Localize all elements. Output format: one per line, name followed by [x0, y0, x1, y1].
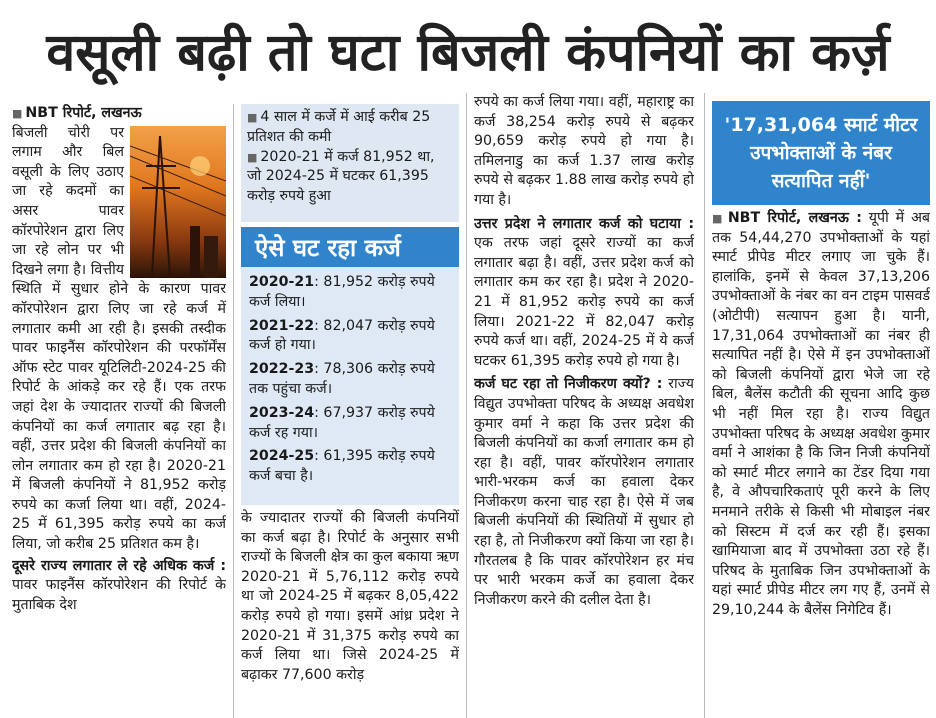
- paragraph: एक तरफ जहां दूसरे राज्यों का कर्ज लगातार बढ़ा है। वहीं, उत्तर प्रदेश कर्ज को लगातार कम कर रहा है। प्रदेश ने 2020-21 में 81,952 करोड़ रुपये का कर्ज लिया। 2021-22 में 82,047 करोड़ रुपये कर्ज था। वहीं, 2024-25 में ये कर्ज घटकर 61,395 करोड़ रुपये हो गया है।: [474, 235, 694, 369]
- square-bullet-icon: ■: [247, 111, 258, 124]
- list-item: 2023-24: 67,937 करोड़ रुपये कर्ज रह गया।: [249, 404, 435, 441]
- paragraph: रुपये का कर्ज लिया गया। वहीं, महाराष्ट्र का कर्ज 38,254 करोड़ रुपये से बढ़कर 90,659 करोड़ रुपये हो गया है। तमिलनाडु का कर्ज 1.37 लाख करोड़ रुपये से बढ़कर 1.88 लाख करोड़ रुपये हो गया है।: [474, 94, 694, 208]
- paragraph: राज्य विद्युत उपभोक्ता परिषद के अध्यक्ष अवधेश कुमार वर्मा ने कहा कि उत्तर प्रदेश की बिजली कंपनियों का कर्जा लगातार कम हो रहा है। वहीं, पावर कॉरपोरेशन लगातार भारी-भरकम कर्ज का हवाला देकर निजीकरण करना चाह रहा है। ऐसे में जब बिजली कंपनियों की स्थितियों में सुधार हो रहा है, तो निजीकरण क्यों किया जा रहा है। गौरतलब है कि पावर कॉरपोरेशन हर मंच पर भारी भरकम कर्जे का हवाला देकर निजीकरण करने की दलील देता है।: [474, 376, 694, 608]
- list-item: 2022-23: 78,306 करोड़ रुपये तक पहुंचा कर्ज।: [249, 361, 435, 397]
- article-column-4: [712, 209, 930, 718]
- square-bullet-icon: ■: [247, 150, 258, 164]
- column-divider: [233, 104, 234, 718]
- column-divider: [466, 93, 467, 718]
- article-column-2: [241, 509, 459, 718]
- list-item: 2021-22: 82,047 करोड़ रुपये कर्ज हो गया।: [249, 317, 435, 354]
- headline: वसूली बढ़ी तो घटा बिजली कंपनियों का कर्ज़: [46, 22, 890, 83]
- subheading: कर्ज घट रहा तो निजीकरण क्यों? :: [474, 376, 663, 393]
- debt-timeline-box: [241, 227, 459, 505]
- callout-box: '17,31,064 स्मार्ट मीटर उपभोक्ताओं के नंबर सत्यापित नहीं': [712, 101, 930, 205]
- article-column-1: [12, 104, 226, 718]
- debt-box-title: ऐसे घट रहा कर्ज: [241, 227, 459, 267]
- subheading: उत्तर प्रदेश ने लगातार कर्ज को घटाया :: [474, 215, 694, 232]
- summary-point: 2020-21 में कर्ज 81,952 था, जो 2024-25 में घटकर 61,395 करोड़ रुपये हुआ: [247, 148, 435, 205]
- list-item: 2020-21: 81,952 करोड़ रुपये कर्ज लिया।: [249, 274, 435, 310]
- paragraph: पावर फाइनैंस कॉरपोरेशन की रिपोर्ट के मुताबिक देश: [12, 577, 226, 613]
- subheading: दूसरे राज्य लगातार ले रहे अधिक कर्ज :: [12, 557, 226, 574]
- power-grid-photo: [130, 126, 226, 278]
- square-bullet-icon: ■: [712, 212, 725, 225]
- column-divider: [704, 93, 705, 718]
- list-item: 2024-25: 61,395 करोड़ रुपये कर्ज बचा है।: [249, 448, 435, 485]
- summary-box: [241, 104, 459, 222]
- article-column-3: [474, 93, 694, 718]
- paragraph: बिजली चोरी पर लगाम और बिल वसूली के लिए उठाए जा रहे कदमों का असर पावर कॉरपोरेशन द्वारा लिए जा रहे लोन पर भी दिखने लगा है। वित्तीय स्थिति में सुधार होने के कारण पावर कॉरपोरेशन द्वारा लिए जा रहे कर्ज में लगातार कमी आ रही है। इसकी तस्दीक पावर फाइनैंस कॉरपोरेशन की परफॉर्मेंस ऑफ स्टेट पावर यूटिलिटी-2024-25 की रिपोर्ट के आंकड़े कर रहे हैं। एक तरफ जहां देश के ज्यादातर राज्यों की बिजली कंपनियों का कर्ज लगातार बढ़ रहा है। वहीं, उत्तर प्रदेश की बिजली कंपनियों का लोन लगातार कम हो रहा है। 2020-21 में बिजली कंपनियों ने 81,952 करोड़ रुपये का कर्जा लिया था। वहीं, 2024-25 में 61,395 करोड़ रुपये का कर्ज लिया, जो करीब 25 प्रतिशत कम है।: [12, 124, 226, 553]
- square-bullet-icon: ■: [12, 107, 23, 120]
- paragraph: यूपी में अब तक 54,44,270 उपभोक्ताओं के यहां स्मार्ट प्रीपेड मीटर लगाए जा चुके हैं। हालांकि, इनमें से केवल 37,13,206 उपभोक्ताओं के नंबर का वन टाइम पासवर्ड (ओटीपी) सत्यापन हुआ है। यानी, 17,31,064 उपभोक्ताओं का नंबर ही सत्यापित नहीं है। ऐसे में इन उपभोक्ताओं को बिजली कंपनियों द्वारा भेजे जा रहे बिल, बैलेंस कटौती की सूचना आदि कुछ भी नहीं मिल रहा है। राज्य विद्युत उपभोक्ता परिषद के अध्यक्ष अवधेश कुमार वर्मा ने आशंका है कि जिन निजी कंपनियों को स्मार्ट मीटर लगाने का टेंडर दिया गया है, वे औपचारिकताएं पूरी करने के लिए मनमाने तरीके से किसी भी मोबाइल नंबर को सिस्टम में दर्ज कर रही हैं। इसका खामियाजा बाद में उपभोक्ता उठा रहे हैं। परिषद के मुताबिक जिन उपभोक्ताओं के यहां स्मार्ट प्रीपेड मीटर लग गए हैं, उनमें से 29,10,244 के बैलेंस निगेटिव हैं।: [712, 210, 930, 618]
- byline: NBT रिपोर्ट, लखनऊ :: [727, 210, 862, 226]
- summary-point: 4 साल में कर्जे में आई करीब 25 प्रतिशत की कमी: [247, 109, 431, 145]
- paragraph: के ज्यादातर राज्यों की बिजली कंपनियों का कर्ज बढ़ा है। रिपोर्ट के अनुसार सभी राज्यों के बिजली क्षेत्र का कुल बकाया ऋण 2020-21 में 5,76,112 करोड़ रुपये था जो 2024-25 में बढ़कर 8,05,422 करोड़ रुपये हो गया। इसमें आंध्र प्रदेश ने 2020-21 में 31,375 करोड़ रुपये का कर्ज लिया था। जिसे 2024-25 में बढ़ाकर 77,600 करोड़: [241, 510, 459, 683]
- byline: NBT रिपोर्ट, लखनऊ: [25, 105, 142, 121]
